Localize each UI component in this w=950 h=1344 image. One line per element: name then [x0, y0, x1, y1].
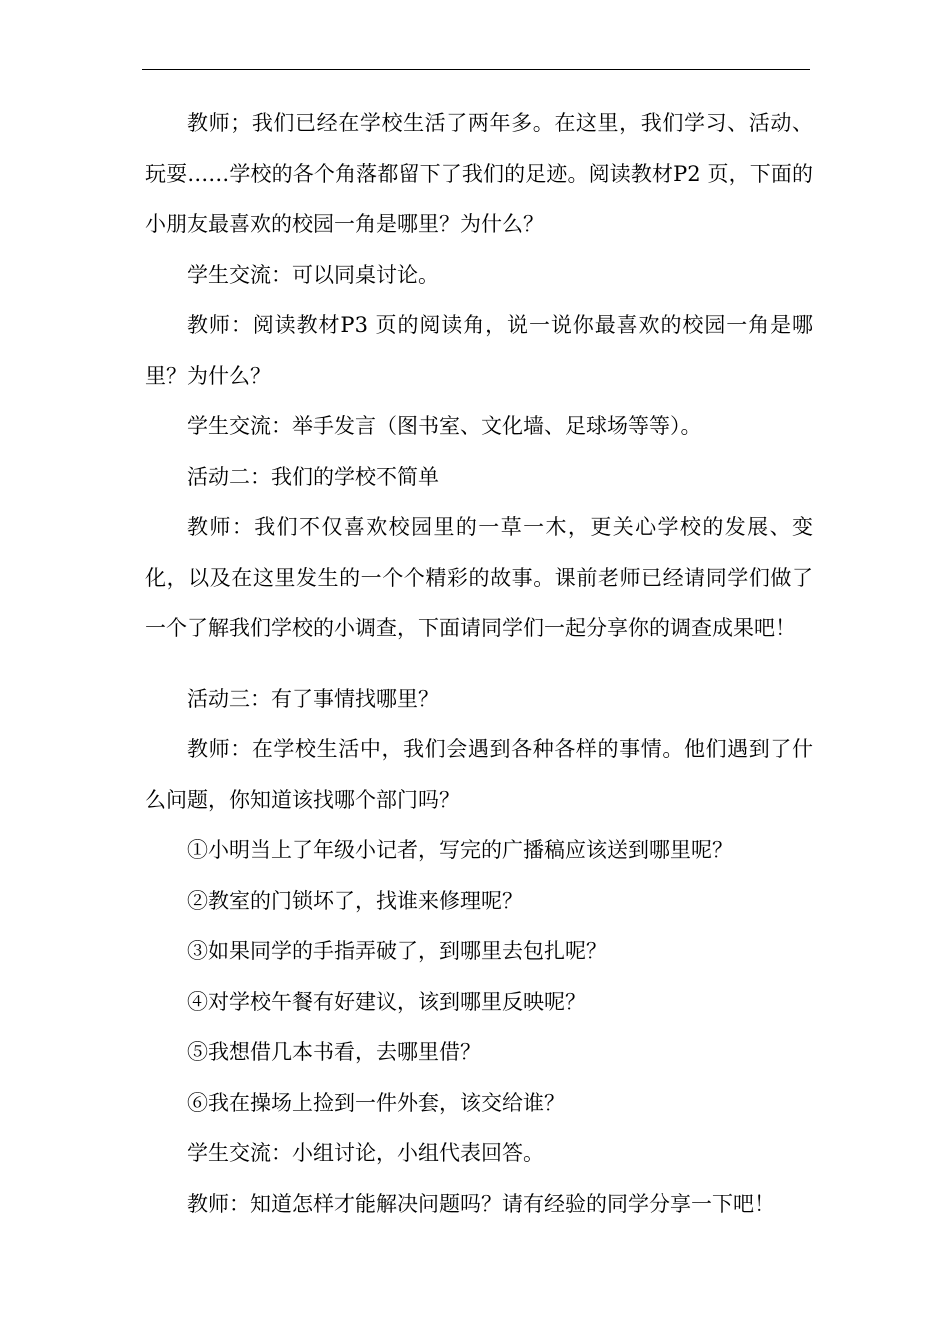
- question-item-6: ⑥我在操场上捡到一件外套，该交给谁？: [187, 1090, 565, 1115]
- paragraph-teacher-closing: 教师：知道怎样才能解决问题吗？请有经验的同学分享一下吧！: [187, 1191, 775, 1216]
- question-item-5: ⑤我想借几本书看，去哪里借？: [187, 1040, 481, 1064]
- paragraph-student-discussion-2: 学生交流：举手发言（图书室、文化墙、足球场等等）。: [187, 414, 702, 438]
- heading-activity-two: 活动二：我们的学校不简单: [187, 464, 439, 489]
- question-item-2: ②教室的门锁坏了，找谁来修理呢？: [187, 888, 523, 913]
- paragraph-teacher-questions: 教师：在学校生活中，我们会遇到各种各样的事情。他们遇到了什么问题，你知道该找哪个部门吗？: [145, 737, 813, 812]
- document-body: [145, 98, 813, 1229]
- heading-activity-three: 活动三：有了事情找哪里？: [187, 686, 439, 711]
- question-item-1: ①小明当上了年级小记者，写完的广播稿应该送到哪里呢？: [187, 838, 733, 862]
- question-item-4: ④对学校午餐有好建议，该到哪里反映呢？: [187, 989, 586, 1014]
- paragraph-teacher-reading-corner: 教师：阅读教材P3 页的阅读角，说一说你最喜欢的校园一角是哪里？为什么？: [145, 313, 813, 388]
- paragraph-spacer: [145, 654, 813, 674]
- paragraph-student-discussion-3: 学生交流：小组讨论，小组代表回答。: [187, 1141, 544, 1165]
- paragraph-teacher-survey: 教师：我们不仅喜欢校园里的一草一木，更关心学校的发展、变化，以及在这里发生的一个个精彩的故事。课前老师已经请同学们做了一个了解我们学校的小调查，下面请同学们一起分享你的调查成果吧！: [145, 515, 813, 640]
- question-item-3: ③如果同学的手指弄破了，到哪里去包扎呢？: [187, 939, 607, 963]
- paragraph-student-discussion-1: 学生交流：可以同桌讨论。: [187, 262, 439, 287]
- header-rule: [142, 69, 810, 70]
- paragraph-teacher-intro: 教师；我们已经在学校生活了两年多。在这里，我们学习、活动、玩耍……学校的各个角落都留下了我们的足迹。阅读教材P2 页，下面的小朋友最喜欢的校园一角是哪里？为什么？: [145, 111, 813, 236]
